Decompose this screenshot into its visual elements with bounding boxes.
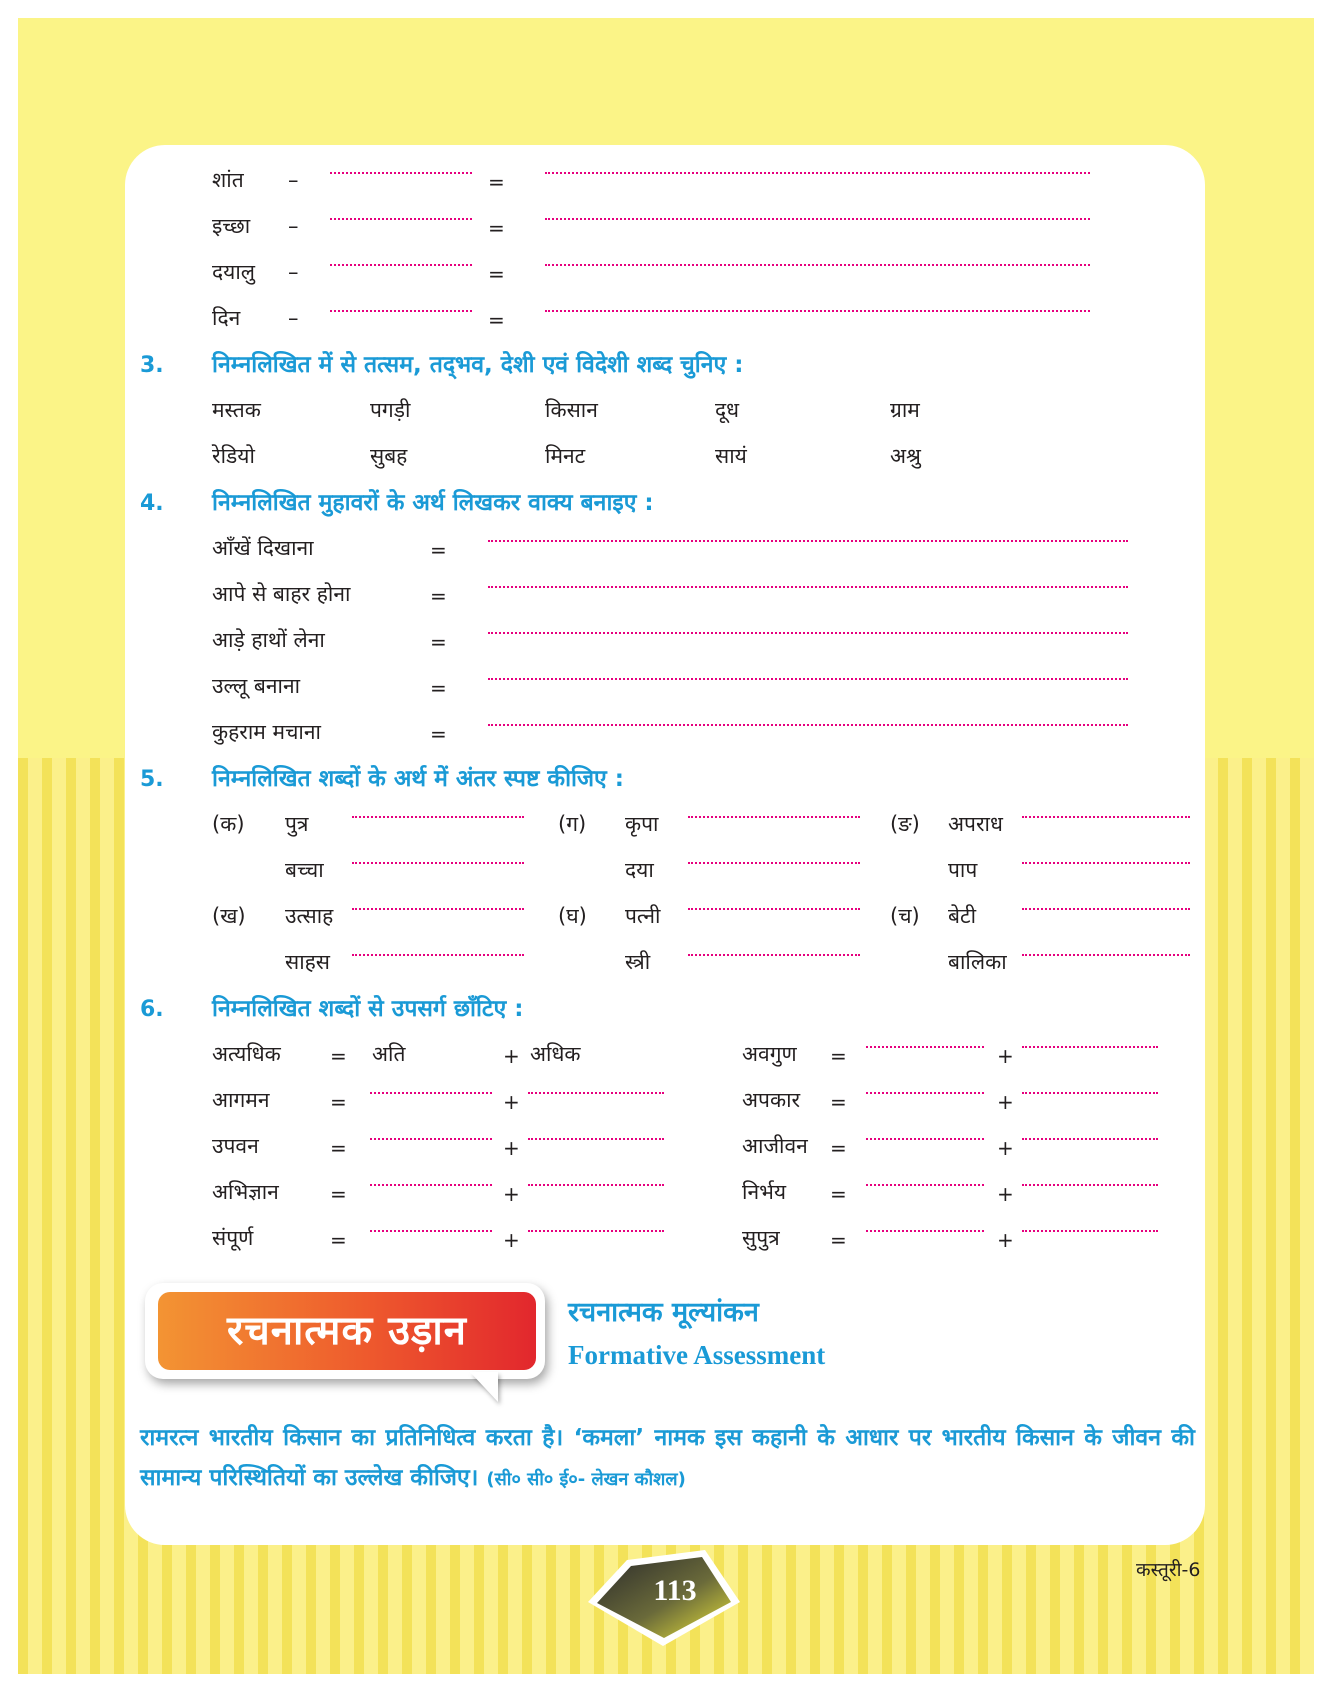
root-answer: अधिक xyxy=(530,1042,581,1066)
equals-sign: = xyxy=(430,630,447,654)
answer-blank[interactable] xyxy=(545,172,1090,174)
word-item: साहस xyxy=(285,950,330,974)
answer-blank[interactable] xyxy=(488,632,1128,634)
word-item: स्त्री xyxy=(625,950,651,974)
plus-sign: + xyxy=(503,1228,520,1252)
answer-blank[interactable] xyxy=(866,1046,984,1048)
plus-sign: + xyxy=(503,1044,520,1068)
equals-sign: = xyxy=(488,262,505,286)
word-item: कृपा xyxy=(625,812,659,836)
word-item: सुपुत्र xyxy=(742,1226,780,1250)
plus-sign: + xyxy=(997,1228,1014,1252)
answer-blank[interactable] xyxy=(1022,1230,1158,1232)
item-label: (ख) xyxy=(212,904,246,928)
word-item: उपवन xyxy=(212,1134,259,1158)
formative-title-english: Formative Assessment xyxy=(568,1340,826,1370)
q4-number: 4. xyxy=(140,491,164,516)
equals-sign: = xyxy=(330,1228,347,1252)
idiom-item: आड़े हाथों लेना xyxy=(212,628,325,652)
answer-blank[interactable] xyxy=(1022,1138,1158,1140)
q5-title: निम्नलिखित शब्दों के अर्थ में अंतर स्पष्ट कीजिए : xyxy=(212,766,624,792)
answer-blank[interactable] xyxy=(688,908,860,910)
answer-blank[interactable] xyxy=(1022,1092,1158,1094)
formative-title-hindi: रचनात्मक मूल्यांकन xyxy=(568,1297,759,1328)
answer-blank[interactable] xyxy=(330,310,472,312)
answer-blank[interactable] xyxy=(866,1184,984,1186)
answer-blank[interactable] xyxy=(370,1138,492,1140)
answer-blank[interactable] xyxy=(370,1184,492,1186)
activity-paragraph xyxy=(140,1418,1195,1500)
answer-blank[interactable] xyxy=(866,1092,984,1094)
plus-sign: + xyxy=(997,1044,1014,1068)
answer-blank[interactable] xyxy=(1022,1184,1158,1186)
word-item: पुत्र xyxy=(285,812,309,836)
answer-blank[interactable] xyxy=(528,1230,664,1232)
q2-word: शांत xyxy=(212,168,244,192)
answer-blank[interactable] xyxy=(330,264,472,266)
equals-sign: = xyxy=(488,170,505,194)
word-item: पगड़ी xyxy=(370,398,411,422)
q2-dash: – xyxy=(288,306,299,330)
word-item: दूध xyxy=(715,398,740,422)
word-item: मिनट xyxy=(545,444,586,468)
word-item: बेटी xyxy=(948,904,977,928)
answer-blank[interactable] xyxy=(488,540,1128,542)
answer-blank[interactable] xyxy=(528,1138,664,1140)
answer-blank[interactable] xyxy=(488,678,1128,680)
word-item: उत्साह xyxy=(285,904,334,928)
q2-word: दयालु xyxy=(212,260,256,284)
q6-number: 6. xyxy=(140,997,164,1022)
creative-flight-banner: रचनात्मक उड़ान xyxy=(158,1292,536,1370)
word-item: किसान xyxy=(545,398,598,422)
equals-sign: = xyxy=(830,1228,847,1252)
q2-word: इच्छा xyxy=(212,214,251,238)
activity-text: रामरत्न भारतीय किसान का प्रतिनिधित्व करता है। ‘कमला’ नामक इस कहानी के आधार पर भारतीय किसान के जीवन की सामान्य परिस्थितियों का उल्लेख कीजिए। xyxy=(140,1425,1195,1491)
equals-sign: = xyxy=(430,584,447,608)
word-item: संपूर्ण xyxy=(212,1226,254,1250)
equals-sign: = xyxy=(330,1136,347,1160)
equals-sign: = xyxy=(830,1136,847,1160)
q6-title: निम्नलिखित शब्दों से उपसर्ग छाँटिए : xyxy=(212,996,524,1022)
q2-dash: – xyxy=(288,260,299,284)
word-item: आगमन xyxy=(212,1088,270,1112)
plus-sign: + xyxy=(503,1090,520,1114)
equals-sign: = xyxy=(330,1090,347,1114)
equals-sign: = xyxy=(330,1182,347,1206)
answer-blank[interactable] xyxy=(488,586,1128,588)
equals-sign: = xyxy=(830,1044,847,1068)
word-item: आजीवन xyxy=(742,1134,808,1158)
word-item: अभिज्ञान xyxy=(212,1180,279,1204)
equals-sign: = xyxy=(488,216,505,240)
answer-blank[interactable] xyxy=(1022,954,1190,956)
equals-sign: = xyxy=(330,1044,347,1068)
plus-sign: + xyxy=(997,1136,1014,1160)
answer-blank[interactable] xyxy=(866,1230,984,1232)
q5-number: 5. xyxy=(140,767,164,792)
word-item: अत्यधिक xyxy=(212,1042,281,1066)
idiom-item: उल्लू बनाना xyxy=(212,674,301,698)
equals-sign: = xyxy=(430,722,447,746)
answer-blank[interactable] xyxy=(1022,862,1190,864)
plus-sign: + xyxy=(997,1090,1014,1114)
word-item: रेडियो xyxy=(212,444,255,468)
answer-blank[interactable] xyxy=(352,816,524,818)
q2-word: दिन xyxy=(212,306,241,330)
answer-blank[interactable] xyxy=(330,172,472,174)
idiom-item: आपे से बाहर होना xyxy=(212,582,351,606)
word-item: बालिका xyxy=(948,950,1007,974)
item-label: (ङ) xyxy=(890,812,920,836)
answer-blank[interactable] xyxy=(688,954,860,956)
answer-blank[interactable] xyxy=(488,724,1128,726)
word-item: सायं xyxy=(715,444,747,468)
answer-blank[interactable] xyxy=(688,862,860,864)
idiom-item: आँखें दिखाना xyxy=(212,536,314,560)
plus-sign: + xyxy=(997,1182,1014,1206)
banner-speech-tail xyxy=(470,1372,498,1402)
answer-blank[interactable] xyxy=(352,862,524,864)
equals-sign: = xyxy=(830,1182,847,1206)
plus-sign: + xyxy=(503,1182,520,1206)
word-item: पाप xyxy=(948,858,978,882)
word-item: सुबह xyxy=(370,444,408,468)
answer-blank[interactable] xyxy=(528,1092,664,1094)
equals-sign: = xyxy=(830,1090,847,1114)
activity-note: (सी० सी० ई०- लेखन कौशल) xyxy=(486,1469,686,1490)
word-item: अश्रु xyxy=(890,444,921,468)
prefix-answer: अति xyxy=(372,1042,406,1066)
answer-blank[interactable] xyxy=(330,218,472,220)
answer-blank[interactable] xyxy=(1022,1046,1158,1048)
word-item: अवगुण xyxy=(742,1042,797,1066)
word-item: बच्चा xyxy=(285,858,324,882)
equals-sign: = xyxy=(488,308,505,332)
q3-number: 3. xyxy=(140,353,164,378)
answer-blank[interactable] xyxy=(352,908,524,910)
answer-blank[interactable] xyxy=(866,1138,984,1140)
answer-blank[interactable] xyxy=(528,1184,664,1186)
word-item: अपकार xyxy=(742,1088,801,1112)
answer-blank[interactable] xyxy=(352,954,524,956)
item-label: (घ) xyxy=(558,904,587,928)
word-item: दया xyxy=(625,858,654,882)
word-item: ग्राम xyxy=(890,398,920,422)
page-number: 113 xyxy=(653,1574,697,1607)
plus-sign: + xyxy=(503,1136,520,1160)
equals-sign: = xyxy=(430,538,447,562)
item-label: (च) xyxy=(890,904,920,928)
answer-blank[interactable] xyxy=(1022,908,1190,910)
word-item: अपराध xyxy=(948,812,1003,836)
idiom-item: कुहराम मचाना xyxy=(212,720,321,744)
answer-blank[interactable] xyxy=(545,218,1090,220)
word-item: पत्नी xyxy=(625,904,661,928)
equals-sign: = xyxy=(430,676,447,700)
item-label: (क) xyxy=(212,812,245,836)
q2-dash: – xyxy=(288,214,299,238)
answer-blank[interactable] xyxy=(370,1230,492,1232)
answer-blank[interactable] xyxy=(545,310,1090,312)
answer-blank[interactable] xyxy=(688,816,860,818)
word-item: मस्तक xyxy=(212,398,261,422)
item-label: (ग) xyxy=(558,812,587,836)
answer-blank[interactable] xyxy=(1022,816,1190,818)
q2-dash: – xyxy=(288,168,299,192)
q4-title: निम्नलिखित मुहावरों के अर्थ लिखकर वाक्य बनाइए : xyxy=(212,490,654,516)
word-item: निर्भय xyxy=(742,1180,787,1204)
q3-title: निम्नलिखित में से तत्सम, तद्‌भव, देशी एवं विदेशी शब्द चुनिए : xyxy=(212,352,744,378)
book-label: कस्तूरी-6 xyxy=(1136,1559,1201,1581)
answer-blank[interactable] xyxy=(370,1092,492,1094)
answer-blank[interactable] xyxy=(545,264,1090,266)
